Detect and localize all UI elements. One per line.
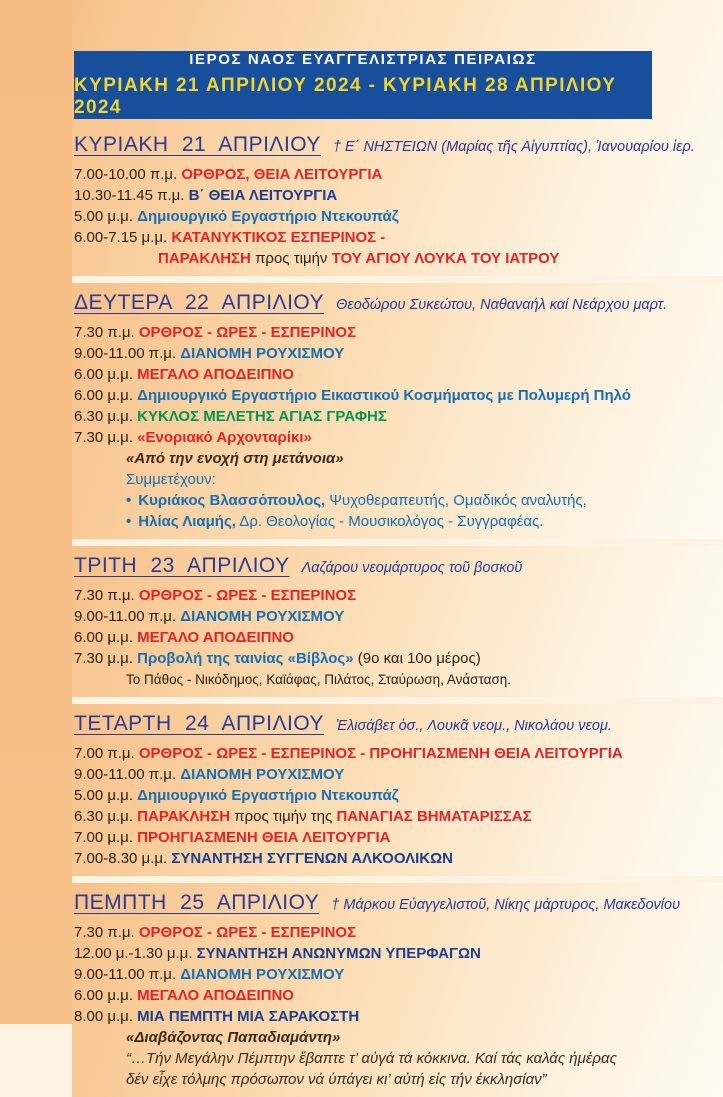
event-text: ΜΕΓΑΛΟ ΑΠΟΔΕΙΠΝΟ bbox=[137, 987, 294, 1004]
time-label: 10.30-11.45 π.μ. bbox=[74, 187, 189, 204]
schedule-line bbox=[74, 206, 715, 227]
event-text: δέν εἶχε τόλμης πρόσωπον νά ὑπάγει κι’ αὐτή εἰς τήν ἐκκλησίαν” bbox=[126, 1071, 547, 1088]
day-heading-row bbox=[74, 133, 715, 157]
time-label: 7.00-10.00 π.μ. bbox=[74, 166, 182, 183]
feast-subtitle: † Μάρκου Εὐαγγελιστοῦ, Νίκης μάρτυρος, Μακεδονίου bbox=[331, 897, 681, 913]
event-text: ΟΡΘΡΟΣ - ΩΡΕΣ - ΕΣΠΕΡΙΝΟΣ bbox=[138, 587, 357, 604]
event-text: ΣΥΝΑΝΤΗΣΗ ΑΝΩΝΥΜΩΝ ΥΠΕΡΦΑΓΩΝ bbox=[196, 945, 481, 962]
day-section bbox=[72, 883, 723, 1097]
feast-subtitle: Θεοδώρου Συκεώτου, Ναθαναήλ καί Νεάρχου μαρτ. bbox=[336, 297, 668, 313]
event-text: «Από την ενοχή στη μετάνοια» bbox=[126, 450, 344, 467]
schedule-line bbox=[74, 648, 715, 669]
event-text: ΟΡΘΡΟΣ, ΘΕΙΑ ΛΕΙΤΟΥΡΓΙΑ bbox=[181, 166, 383, 183]
time-label: 6.30 μ.μ. bbox=[74, 408, 138, 425]
day-heading-row bbox=[74, 891, 715, 915]
time-label: 7.30 μ.μ. bbox=[74, 429, 138, 446]
time-label: 5.00 μ.μ. bbox=[74, 787, 138, 804]
day-heading: ΤΕΤΑΡΤΗ 24 ΑΠΡΙΛΙΟΥ bbox=[74, 712, 325, 735]
week-range: ΚΥΡΙΑΚΗ 21 ΑΠΡΙΛΙΟΥ 2024 - ΚΥΡΙΑΚΗ 28 ΑΠΡΙΛΙΟΥ 2024 bbox=[74, 75, 617, 118]
time-label: 7.00-8.30 μ.μ. bbox=[74, 850, 172, 867]
event-text: ΣΥΝΑΝΤΗΣΗ ΣΥΓΓΕΝΩΝ ΑΛΚΟΟΛΙΚΩΝ bbox=[171, 850, 453, 867]
time-label: 9.00-11.00 π.μ. bbox=[74, 966, 181, 983]
day-heading-row bbox=[74, 291, 715, 315]
day-heading: ΚΥΡΙΑΚΗ 21 ΑΠΡΙΛΙΟΥ bbox=[74, 133, 321, 156]
time-label: 6.00 μ.μ. bbox=[74, 366, 138, 383]
event-text: προς τιμήν της bbox=[230, 808, 337, 825]
schedule-line bbox=[74, 827, 715, 848]
feast-subtitle: Λαζάρου νεομάρτυρος τοῦ βοσκοῦ bbox=[301, 560, 523, 576]
day-heading: ΤΡΙΤΗ 23 ΑΠΡΙΛΙΟΥ bbox=[74, 554, 290, 577]
schedule-line bbox=[74, 164, 715, 185]
time-label: 9.00-11.00 π.μ. bbox=[74, 608, 181, 625]
schedule-line bbox=[74, 627, 715, 648]
event-text: Ψυχοθεραπευτής, Ομαδικός αναλυτής, bbox=[325, 492, 587, 509]
event-text: Δρ. Θεολογίας - Μουσικολόγος - Συγγραφέας. bbox=[235, 513, 544, 530]
schedule-line bbox=[158, 248, 715, 269]
schedule-line bbox=[126, 1048, 715, 1069]
event-text: Προβολή της ταινίας «Βίβλος» bbox=[137, 650, 354, 667]
event-text: Β΄ ΘΕΙΑ ΛΕΙΤΟΥΡΓΙΑ bbox=[188, 187, 338, 204]
time-label: 7.00 π.μ. bbox=[74, 745, 139, 762]
time-label: 7.30 π.μ. bbox=[74, 587, 139, 604]
day-heading-row bbox=[74, 554, 715, 578]
day-heading: ΔΕΥΤΕΡΑ 22 ΑΠΡΙΛΙΟΥ bbox=[74, 291, 325, 314]
schedule-line bbox=[74, 227, 715, 248]
schedule-line bbox=[74, 585, 715, 606]
day-section bbox=[72, 704, 723, 876]
feast-subtitle: Ἑλισάβετ ὁσ., Λουκᾶ νεομ., Νικολάου νεομ. bbox=[336, 718, 612, 734]
church-header-banner bbox=[74, 51, 652, 119]
time-label: 7.30 π.μ. bbox=[74, 324, 139, 341]
event-text: Κυριάκος Βλασσόπουλος, bbox=[138, 492, 326, 509]
event-text: ΤΟΥ ΑΓΙΟΥ ΛΟΥΚΑ ΤΟΥ ΙΑΤΡΟΥ bbox=[331, 250, 560, 267]
schedule-line bbox=[74, 985, 715, 1006]
event-text: ΔΙΑΝΟΜΗ ΡΟΥΧΙΣΜΟΥ bbox=[180, 966, 345, 983]
schedule-line bbox=[74, 364, 715, 385]
event-text: ΜΙΑ ΠΕΜΠΤΗ ΜΙΑ ΣΑΡΑΚΟΣΤΗ bbox=[137, 1008, 360, 1025]
event-text: ΠΡΟΗΓΙΑΣΜΕΝΗ ΘΕΙΑ ΛΕΙΤΟΥΡΓΙΑ bbox=[137, 829, 391, 846]
schedule-line bbox=[74, 964, 715, 985]
day-heading: ΠΕΜΠΤΗ 25 ΑΠΡΙΛΙΟΥ bbox=[74, 891, 320, 914]
schedule-line bbox=[126, 490, 715, 511]
time-label: 9.00-11.00 π.μ. bbox=[74, 345, 181, 362]
event-text: ΜΕΓΑΛΟ ΑΠΟΔΕΙΠΝΟ bbox=[137, 629, 294, 646]
schedule-line bbox=[74, 764, 715, 785]
event-text: ΟΡΘΡΟΣ - ΩΡΕΣ - ΕΣΠΕΡΙΝΟΣ - ΠΡΟΗΓΙΑΣΜΕΝΗ ΘΕΙΑ ΛΕΙΤΟΥΡΓΙΑ bbox=[138, 745, 623, 762]
schedule-line bbox=[74, 848, 715, 869]
event-text: Δημιουργικό Εργαστήριο Εικαστικού Κοσμήματος με Πολυμερή Πηλό bbox=[137, 387, 631, 404]
bullet-icon: • bbox=[126, 492, 132, 509]
event-text: «Ενοριακό Αρχονταρίκι» bbox=[137, 429, 312, 446]
time-label: 6.00 μ.μ. bbox=[74, 987, 138, 1004]
time-label: 6.00-7.15 μ.μ. bbox=[74, 229, 172, 246]
day-section bbox=[72, 546, 723, 697]
day-heading-row bbox=[74, 712, 715, 736]
schedule-line bbox=[74, 943, 715, 964]
schedule-line bbox=[74, 922, 715, 943]
first-day-section bbox=[74, 133, 715, 269]
event-text: ΟΡΘΡΟΣ - ΩΡΕΣ - ΕΣΠΕΡΙΝΟΣ bbox=[138, 924, 357, 941]
schedule-line bbox=[74, 606, 715, 627]
church-name: ΙΕΡΟΣ ΝΑΟΣ ΕΥΑΓΓΕΛΙΣΤΡΙΑΣ ΠΕΙΡΑΙΩΣ bbox=[189, 51, 537, 68]
schedule-line bbox=[74, 322, 715, 343]
event-text: ΜΕΓΑΛΟ ΑΠΟΔΕΙΠΝΟ bbox=[137, 366, 294, 383]
time-label: 6.30 μ.μ. bbox=[74, 808, 138, 825]
schedule-line bbox=[126, 669, 715, 690]
schedule-line bbox=[74, 743, 715, 764]
event-text: ΠΑΡΑΚΛΗΣΗ bbox=[137, 808, 231, 825]
time-label: 8.00 μ.μ. bbox=[74, 1008, 138, 1025]
event-text: (9ο και 10ο μέρος) bbox=[353, 650, 481, 667]
event-text: ΠΑΝΑΓΙΑΣ ΒΗΜΑΤΑΡΙΣΣΑΣ bbox=[336, 808, 532, 825]
event-text: Ηλίας Λιαμής, bbox=[138, 513, 236, 530]
event-text: Το Πάθος - Νικόδημος, Καϊάφας, Πιλάτος, Σταύρωση, Ανάσταση. bbox=[126, 672, 512, 687]
event-text: “…Τήν Μεγάλην Πέμπτην ἔβαπτε τ’ αὐγά τά κόκκινα. Καί τάς καλάς ἡμέρας bbox=[126, 1050, 617, 1067]
time-label: 5.00 μ.μ. bbox=[74, 208, 138, 225]
schedule-line bbox=[74, 406, 715, 427]
event-text: ΔΙΑΝΟΜΗ ΡΟΥΧΙΣΜΟΥ bbox=[180, 766, 345, 783]
event-text: ΔΙΑΝΟΜΗ ΡΟΥΧΙΣΜΟΥ bbox=[180, 345, 345, 362]
feast-subtitle: † Ε΄ ΝΗΣΤΕΙΩΝ (Μαρίας τῆς Αἰγυπτίας), Ἰανουαρίου ἱερ. bbox=[332, 139, 695, 155]
event-text: «Διαβάζοντας Παπαδιαμάντη» bbox=[126, 1029, 341, 1046]
time-label: 9.00-11.00 π.μ. bbox=[74, 766, 181, 783]
time-label: 6.00 μ.μ. bbox=[74, 387, 138, 404]
bulletin-page bbox=[72, 0, 723, 1088]
event-text: Συμμετέχουν: bbox=[126, 471, 216, 488]
schedule-line bbox=[74, 806, 715, 827]
bullet-icon: • bbox=[126, 513, 132, 530]
event-text: προς τιμήν bbox=[250, 250, 332, 267]
schedule-line bbox=[74, 385, 715, 406]
schedule-line bbox=[126, 448, 715, 469]
time-label: 12.00 μ.-1.30 μ.μ. bbox=[74, 945, 197, 962]
event-text: Δημιουργικό Εργαστήριο Ντεκουπάζ bbox=[137, 787, 399, 804]
event-text: ΠΑΡΑΚΛΗΣΗ bbox=[158, 250, 251, 267]
page-left-margin bbox=[0, 0, 72, 1024]
schedule-line bbox=[126, 1069, 715, 1090]
schedule-line bbox=[126, 469, 715, 490]
top-band bbox=[72, 0, 723, 276]
time-label: 6.00 μ.μ. bbox=[74, 629, 138, 646]
event-text: ΔΙΑΝΟΜΗ ΡΟΥΧΙΣΜΟΥ bbox=[180, 608, 345, 625]
schedule-line bbox=[74, 785, 715, 806]
time-label: 7.30 π.μ. bbox=[74, 924, 139, 941]
schedule-line bbox=[126, 511, 715, 532]
time-label: 7.30 μ.μ. bbox=[74, 650, 138, 667]
event-text: Δημιουργικό Εργαστήριο Ντεκουπάζ bbox=[137, 208, 399, 225]
schedule-line bbox=[126, 1027, 715, 1048]
schedule-line bbox=[74, 185, 715, 206]
event-text: ΚΥΚΛΟΣ ΜΕΛΕΤΗΣ ΑΓΙΑΣ ΓΡΑΦΗΣ bbox=[137, 408, 387, 425]
time-label: 7.00 μ.μ. bbox=[74, 829, 138, 846]
day-section bbox=[72, 283, 723, 539]
event-text: ΚΑΤΑΝΥΚΤΙΚΟΣ ΕΣΠΕΡΙΝΟΣ - bbox=[171, 229, 386, 246]
event-text: ΟΡΘΡΟΣ - ΩΡΕΣ - ΕΣΠΕΡΙΝΟΣ bbox=[138, 324, 357, 341]
schedule-line bbox=[74, 343, 715, 364]
schedule-line bbox=[74, 427, 715, 448]
